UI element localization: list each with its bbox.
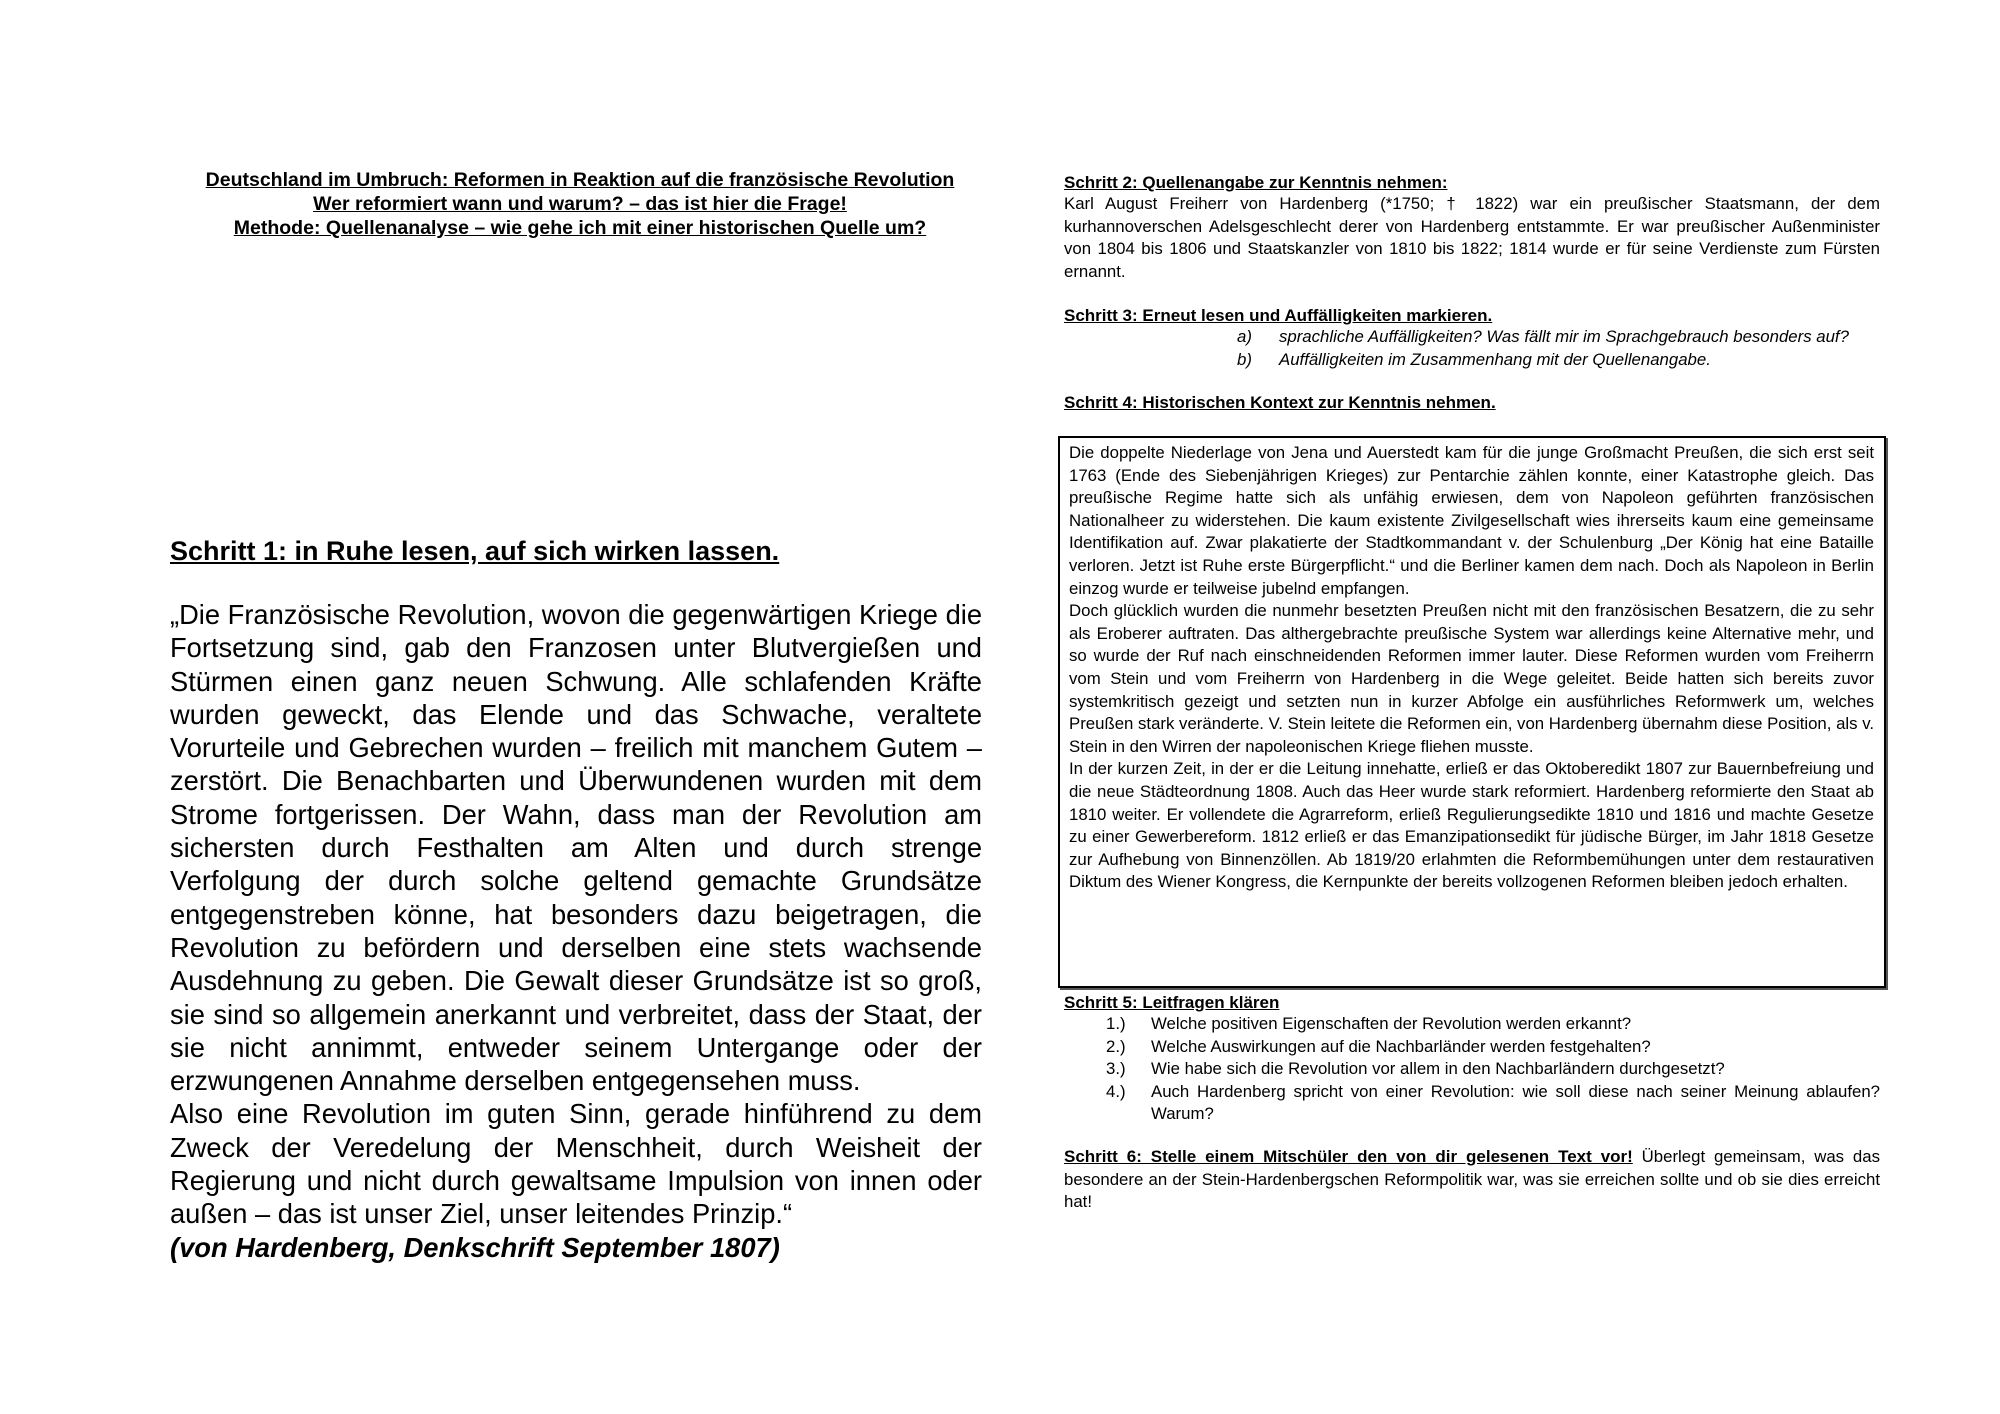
step3-heading: Schritt 3: Erneut lesen und Auffälligkeiten markieren. — [1064, 306, 1493, 326]
context-paragraph-1: Die doppelte Niederlage von Jena und Auerstedt kam für die junge Großmacht Preußen, die sich erst seit 1763 (Ende des Siebenjährigen Krieges) zur Pentarchie zählen konnte, einer Katastrophe gleich. Das preußische Regime hatte sich als unfähig erwiesen, dem von Napoleon geführten französischen Nationalheer zu widerstehen. Die kaum existente Zivilgesellschaft wies ihrerseits kaum eine gemeinsame Identifikation auf. Zwar plakatierte der Stadtkommandant v. der Schulenburg „Der König hat eine Bataille verloren. Jetzt ist Ruhe erste Bürgerpflicht.“ und die Berliner kamen dem nach. Doch als Napoleon in Berlin einzog wurde er teilweise jubelnd empfangen. — [1069, 443, 1874, 598]
quote-paragraph-1: „Die Französische Revolution, wovon die gegenwärtigen Kriege die Fortsetzung sind, gab den Franzosen unter Blutvergießen und Stürmen einen ganz neuen Schwung. Alle schlafenden Kräfte wurden geweckt, das Elende und das Schwache, veraltete Vorurteile und Gebrechen wurden – freilich mit manchem Gutem – zerstört. Die Benachbarten und Überwundenen wurden mit dem Strome fortgerissen. Der Wahn, dass man der Revolution am sichersten durch Festhalten am Alten und durch strenge Verfolgung der durch solche geltend gemachte Grundsätze entgegenstreben könne, hat besonders dazu beigetragen, die Revolution zu befördern und derselben eine stets wachsende Ausdehnung zu geben. Die Gewalt dieser Grundsätze ist so groß, sie sind so allgemein anerkannt und verbreitet, dass der Staat, der sie nicht annimmt, entweder seinem Untergange oder der erzwungenen Annahme derselben entgegensehen muss. — [170, 599, 982, 1097]
page-title — [190, 168, 970, 240]
title-line-3: Methode: Quellenanalyse – wie gehe ich mit einer historischen Quelle um? — [233, 217, 927, 239]
list-item-key: 2.) — [1106, 1036, 1126, 1056]
list-item — [1237, 326, 1880, 349]
list-item — [1106, 1058, 1880, 1081]
context-paragraph-3: In der kurzen Zeit, in der er die Leitung innehatte, erließ er das Oktoberedikt 1807 zur Bauernbefreiung und die neue Städteordnung 1808. Auch das Heer wurde stark reformiert. Hardenberg reformierte den Staat ab 1810 weiter. Er vollendete die Agrarreform, erließ Regulierungsedikte 1810 und 1816 und machte Gesetze zu einer Gewerbereform. 1812 erließ er das Emanzipationsedikt für jüdische Bürger, im Jahr 1818 Gesetze zur Aufhebung von Binnenzöllen. Ab 1819/20 erlahmten die Reformbemühungen unter dem restaurativen Diktum des Wiener Kongress, die Kernpunkte der bereits vollzogenen Reformen bleiben jedoch erhalten. — [1069, 759, 1874, 892]
right-column — [1064, 172, 1880, 413]
step2-text: Karl August Freiherr von Hardenberg (*1750; † 1822) war ein preußischer Staatsmann, der dem kurhannoverschen Adelsgeschlecht derer von Hardenberg entstammte. Er war preußischer Außenminister von 1804 bis 1806 und Staatskanzler von 1810 bis 1822; 1814 wurde er für seine Verdienste zum Fürsten ernannt. — [1064, 194, 1880, 281]
step6-block — [1064, 1146, 1880, 1214]
list-item — [1237, 349, 1880, 372]
list-item — [1106, 1036, 1880, 1059]
title-line-2: Wer reformiert wann und warum? – das ist hier die Frage! — [313, 193, 847, 215]
step1-heading: Schritt 1: in Ruhe lesen, auf sich wirken lassen. — [170, 536, 780, 566]
list-item-text: Wie habe sich die Revolution vor allem in den Nachbarländern durchgesetzt? — [1151, 1059, 1725, 1079]
list-item-text: Welche positiven Eigenschaften der Revolution werden erkannt? — [1151, 1014, 1632, 1033]
step2-heading: Schritt 2: Quellenangabe zur Kenntnis nehmen: — [1064, 173, 1448, 192]
step4-heading: Schritt 4: Historischen Kontext zur Kenntnis nehmen. — [1064, 392, 1496, 412]
quote-citation: (von Hardenberg, Denkschrift September 1807) — [170, 1231, 780, 1263]
step3-list — [1064, 326, 1880, 371]
list-item-key: b) — [1237, 349, 1252, 369]
context-paragraph-2: Doch glücklich wurden die nunmehr besetzten Preußen nicht mit den französischen Besatzern, die zu sehr als Eroberer auftraten. Das althergebrachte preußische System war allerdings keine Alternative mehr, und so wurde der Ruf nach einschneidenden Reformen immer lauter. Diese Reformen wurden vom Freiherrn vom Stein und vom Freiherrn von Hardenberg in die Wege geleitet. Beide hatten sich bereits zuvor systemkritisch gezeigt und setzten nun in kurzer Abfolge ein ausführliches Reformwerk um, welches Preußen stark veränderte. V. Stein leitete die Reformen ein, von Hardenberg übernahm diese Position, als v. Stein in den Wirren der napoleonischen Kriege fliehen musste. — [1069, 601, 1875, 756]
step5-list — [1064, 1013, 1880, 1126]
list-item-text: Welche Auswirkungen auf die Nachbarländer werden festgehalten? — [1151, 1036, 1651, 1056]
left-column — [170, 168, 982, 1263]
list-item — [1106, 1013, 1880, 1036]
step6-text: Überlegt gemeinsam, was das besondere an der Stein-Hardenbergschen Reformpolitik war, was sie erreichen sollte und ob sie dies erreicht hat! — [1064, 1146, 1880, 1212]
list-item-key: 4.) — [1106, 1081, 1126, 1101]
list-item-key: 3.) — [1106, 1059, 1126, 1079]
list-item-text: Auch Hardenberg spricht von einer Revolution: wie soll diese nach seiner Meinung ablaufen? Warum? — [1151, 1081, 1880, 1124]
list-item — [1106, 1081, 1880, 1126]
list-item-text: sprachliche Auffälligkeiten? Was fällt mir im Sprachgebrauch besonders auf? — [1279, 327, 1849, 347]
step5-heading: Schritt 5: Leitfragen klären — [1064, 993, 1280, 1012]
title-line-1: Deutschland im Umbruch: Reformen in Reaktion auf die französische Revolution — [205, 169, 955, 191]
source-quote — [170, 598, 982, 1264]
step6-heading: Schritt 6: Stelle einem Mitschüler den von dir gelesenen Text vor! — [1064, 1146, 1633, 1166]
list-item-key: a) — [1237, 327, 1252, 347]
list-item-key: 1.) — [1106, 1014, 1126, 1033]
quote-paragraph-2: Also eine Revolution im guten Sinn, gerade hinführend zu dem Zweck der Veredelung der Menschheit, durch Weisheit der Regierung und nicht durch gewaltsame Impulsion von innen oder außen – das ist unser Ziel, unser leitendes Prinzip.“ — [170, 1098, 982, 1230]
list-item-text: Auffälligkeiten im Zusammenhang mit der Quellenangabe. — [1279, 349, 1711, 369]
lower-right-section — [1064, 992, 1880, 1214]
context-box — [1058, 436, 1886, 988]
